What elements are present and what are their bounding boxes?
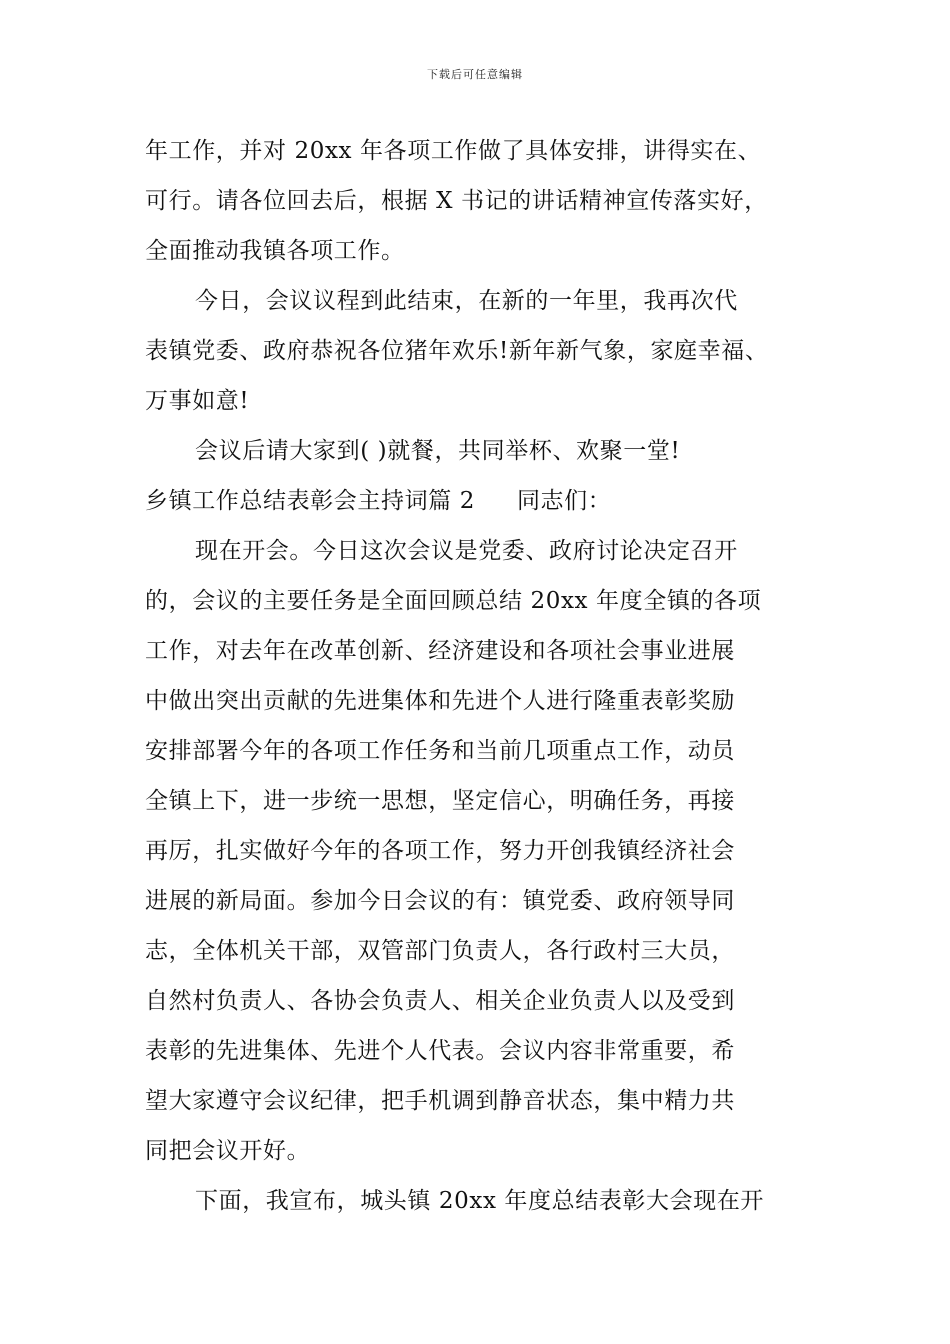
paragraph-line: 会议后请大家到( )就餐，共同举杯、欢聚一堂! xyxy=(195,438,681,464)
paragraph-line: 可行。请各位回去后，根据 X 书记的讲话精神宣传落实好， xyxy=(145,188,768,214)
document-body xyxy=(145,126,825,1226)
paragraph-line: 工作，对去年在改革创新、经济建设和各项社会事业进展 xyxy=(145,638,735,664)
paragraph-line: 进展的新局面。参加今日会议的有：镇党委、政府领导同 xyxy=(145,888,735,914)
paragraph-line: 安排部署今年的各项工作任务和当前几项重点工作，动员 xyxy=(145,738,735,764)
paragraph-line: 现在开会。今日这次会议是党委、政府讨论决定召开 xyxy=(195,538,738,564)
paragraph-line: 志，全体机关干部，双管部门负责人，各行政村三大员， xyxy=(145,938,735,964)
paragraph-line: 再厉，扎实做好今年的各项工作，努力开创我镇经济社会 xyxy=(145,838,735,864)
paragraph-line: 全镇上下，进一步统一思想，坚定信心，明确任务，再接 xyxy=(145,788,735,814)
paragraph-line: 全面推动我镇各项工作。 xyxy=(145,238,405,264)
paragraph-line: 自然村负责人、各协会负责人、相关企业负责人以及受到 xyxy=(145,988,735,1014)
section-greeting: 同志们： xyxy=(516,488,612,514)
paragraph-line: 万事如意! xyxy=(145,388,250,414)
paragraph-line: 的，会议的主要任务是全面回顾总结 20xx 年度全镇的各项 xyxy=(145,588,762,614)
section-title: 乡镇工作总结表彰会主持词篇 2 xyxy=(145,488,475,514)
paragraph-line: 下面，我宣布，城头镇 20xx 年度总结表彰大会现在开 xyxy=(195,1188,765,1214)
paragraph-line: 表镇党委、政府恭祝各位猪年欢乐!新年新气象，家庭幸福、 xyxy=(145,338,769,364)
paragraph-line: 今日，会议议程到此结束，在新的一年里，我再次代 xyxy=(195,288,738,314)
paragraph-line: 中做出突出贡献的先进集体和先进个人进行隆重表彰奖励 xyxy=(145,688,735,714)
section-heading-line xyxy=(145,476,825,526)
paragraph-line: 表彰的先进集体、先进个人代表。会议内容非常重要，希 xyxy=(145,1038,735,1064)
paragraph-line: 望大家遵守会议纪律，把手机调到静音状态，集中精力共 xyxy=(145,1088,735,1114)
paragraph-line: 年工作，并对 20xx 年各项工作做了具体安排，讲得实在、 xyxy=(145,138,762,164)
page-header: 下载后可任意编辑 xyxy=(427,68,523,81)
paragraph-line: 同把会议开好。 xyxy=(145,1138,311,1164)
